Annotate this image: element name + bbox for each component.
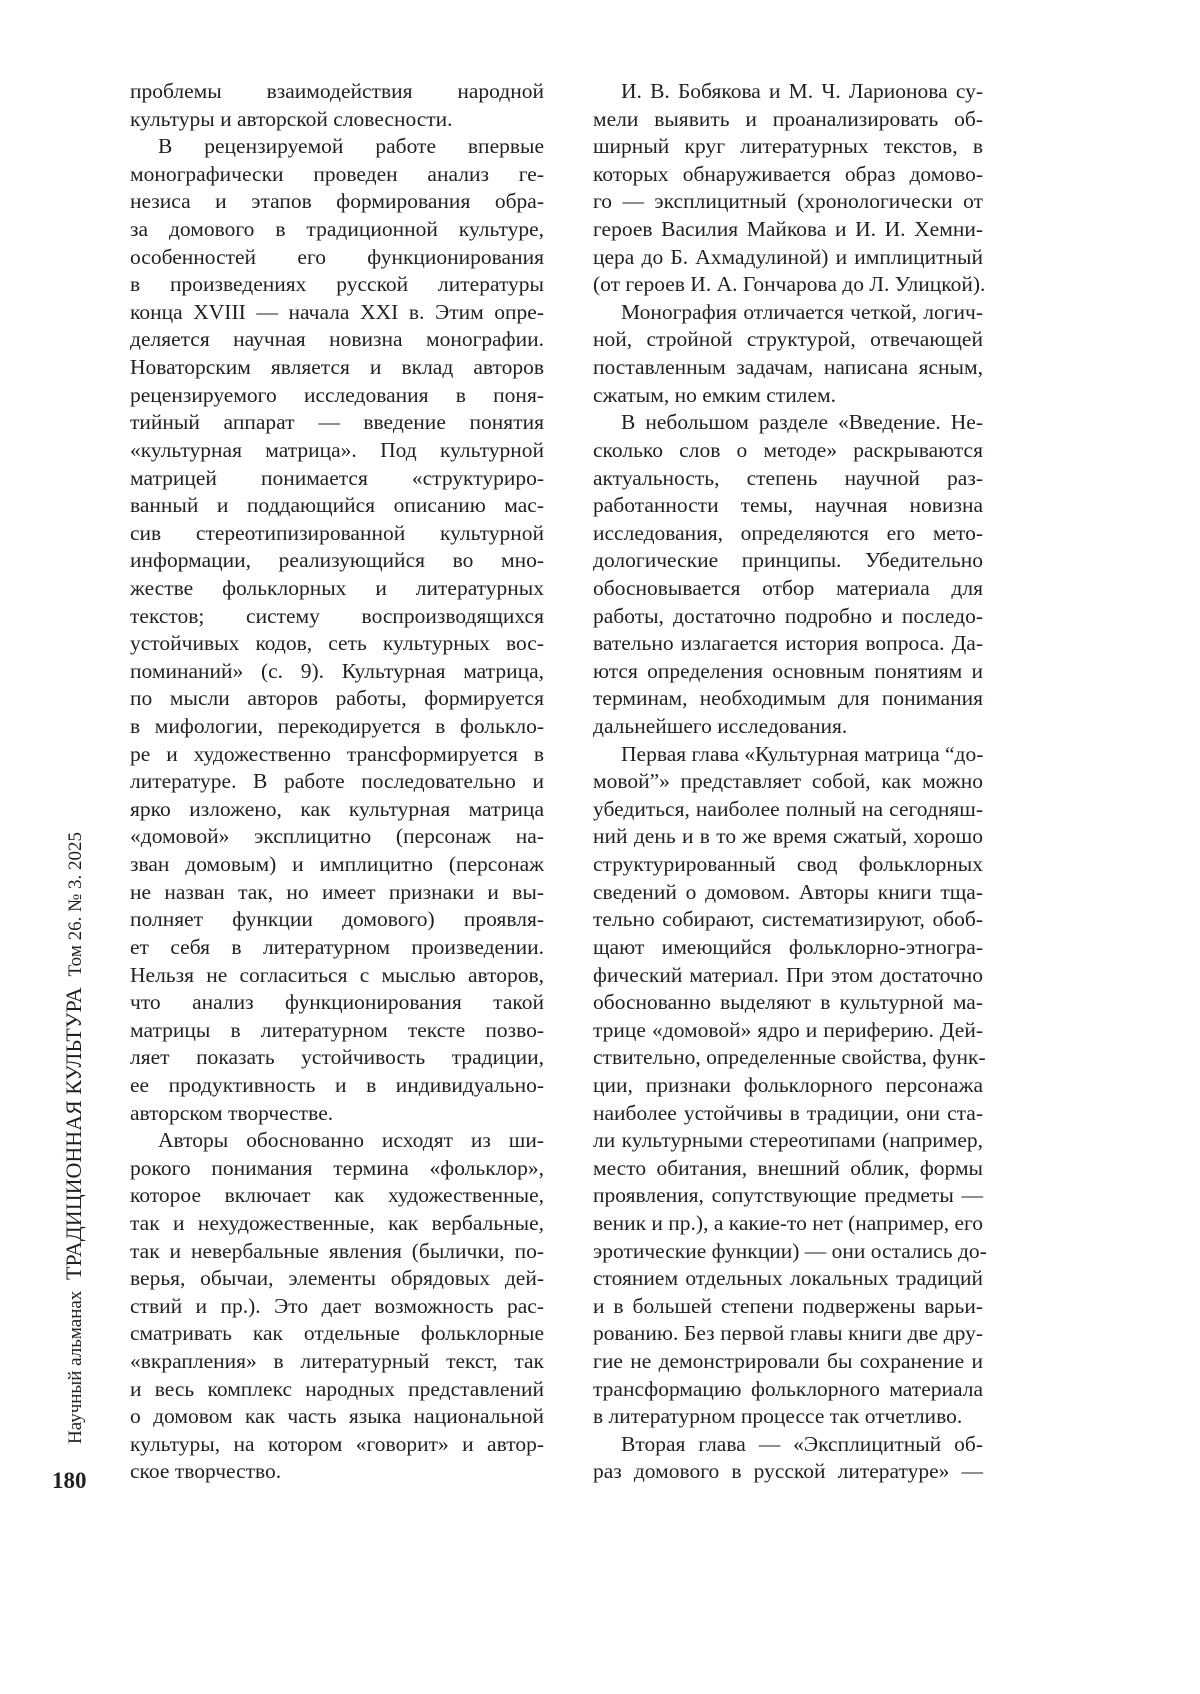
text-column-left — [130, 78, 544, 1486]
text-line: Вторая глава — «Эксплицитный об- — [621, 1431, 983, 1456]
text-line: сведений о домовом. Авторы книги тща- — [593, 879, 983, 904]
text-line: В рецензируемой работе впервые — [158, 134, 544, 159]
text-line: культуры и авторской словесности. — [130, 106, 453, 131]
text-line: дологические принципы. Убедительно — [593, 548, 983, 573]
text-line: ции, признаки фольклорного персонажа — [593, 1072, 983, 1097]
text-line: работанности темы, научная новизна — [593, 493, 983, 518]
text-line: ее продуктивность и в индивидуально- — [130, 1072, 544, 1097]
running-header — [62, 832, 88, 1444]
text-line: в литературном процессе так отчетливо. — [593, 1404, 963, 1429]
text-line: за домового в традиционной культуре, — [130, 217, 544, 242]
text-line: сколько слов о методе» раскрываются — [593, 437, 983, 462]
text-line: в произведениях русской литературы — [130, 272, 544, 297]
text-line: «вкрапления» в литературный текст, так — [130, 1349, 544, 1374]
text-line: веник и пр.), а какие-то нет (например, его — [593, 1210, 984, 1235]
text-line: раз домового в русской литературе» — — [593, 1459, 983, 1484]
text-line: обоснованно выделяют в культурной ма- — [593, 990, 983, 1015]
text-line: эротические функции) — они остались до- — [593, 1238, 987, 1263]
text-line: фический материал. При этом достаточно — [593, 962, 983, 987]
text-line: ширный круг литературных текстов, в — [593, 134, 983, 159]
text-line: работы, достаточно подробно и последо- — [593, 603, 983, 628]
text-line: рованию. Без первой главы книги две дру- — [593, 1321, 983, 1346]
text-line: «культурная матрица». Под культурной — [130, 437, 544, 462]
text-line: не назван так, но имеет признаки и вы- — [130, 879, 544, 904]
text-line: тийный аппарат — введение понятия — [130, 410, 544, 435]
text-line: литературе. В работе последовательно и — [130, 769, 544, 794]
text-line: Новаторским является и вклад авторов — [130, 355, 544, 380]
text-line: ной, стройной структурой, отвечающей — [593, 327, 983, 352]
text-line: дальнейшего исследования. — [593, 714, 848, 739]
text-line: матрицы в литературном тексте позво- — [130, 1017, 544, 1042]
text-line: деляется научная новизна монографии. — [130, 327, 544, 352]
text-line: устойчивых кодов, сеть культурных вос- — [130, 631, 544, 656]
text-line: ляет показать устойчивость традиции, — [130, 1045, 544, 1070]
page-number: 180 — [52, 1468, 87, 1493]
text-line: ет себя в литературном произведении. — [130, 934, 544, 959]
text-line: монографически проведен анализ ге- — [130, 161, 544, 186]
text-line: ре и художественно трансформируется в — [130, 741, 544, 766]
text-line: В небольшом разделе «Введение. Не- — [621, 410, 983, 435]
issue-info: Том 26. № 3. 2025 — [65, 832, 86, 977]
text-line: «домовой» эксплицитно (персонаж на- — [130, 824, 544, 849]
text-line: И. В. Бобякова и М. Ч. Ларионова су- — [621, 79, 983, 103]
text-line: убедиться, наиболее полный на сегодняш- — [593, 796, 983, 821]
text-line: цера до Б. Ахмадулиной) и имплицитный — [593, 244, 983, 269]
text-line: которых обнаруживается образ домово- — [593, 161, 983, 186]
text-line: по мысли авторов работы, формируется — [130, 686, 544, 711]
text-line: структурированный свод фольклорных — [593, 852, 983, 877]
text-line: матрицей понимается «структуриро- — [130, 465, 544, 490]
text-line: трансформацию фольклорного материала — [593, 1376, 983, 1401]
text-line: (от героев И. А. Гончарова до Л. Улицкой). — [593, 272, 986, 297]
text-line: незиса и этапов формирования обра- — [130, 189, 544, 214]
text-line: мовой”» представляет собой, как можно — [593, 769, 983, 794]
text-line: ли культурными стереотипами (например, — [593, 1128, 983, 1153]
text-line: проблемы взаимодействия народной — [130, 79, 544, 103]
text-line: авторском творчестве. — [130, 1100, 334, 1125]
text-line: Авторы обоснованно исходят из ши- — [158, 1128, 544, 1153]
text-line: особенностей его функционирования — [130, 244, 544, 269]
text-line: гие не демонстрировали бы сохранение и — [593, 1349, 983, 1374]
text-line: так и невербальные явления (былички, по- — [130, 1238, 544, 1263]
text-line: ний день и в то же время сжатый, хорошо — [593, 824, 983, 849]
text-line: сжатым, но емким стилем. — [593, 382, 836, 407]
text-line: терминам, необходимым для понимания — [593, 686, 983, 711]
text-line: конца XVIII — начала XXI в. Этим опре- — [130, 299, 544, 324]
text-column-right — [593, 78, 987, 1486]
text-line: наиболее устойчивы в традиции, они ста- — [593, 1100, 983, 1125]
text-line: что анализ функционирования такой — [130, 990, 544, 1015]
text-line: так и нехудожественные, как вербальные, — [130, 1210, 544, 1235]
text-line: место обитания, внешний облик, формы — [593, 1155, 983, 1180]
text-line: поставленным задачам, написана ясным, — [593, 355, 983, 380]
text-line: обосновывается отбор материала для — [593, 575, 983, 600]
text-line: мели выявить и проанализировать об- — [593, 106, 983, 131]
text-line: Нельзя не согласиться с мыслью авторов, — [130, 962, 544, 987]
text-line: и весь комплекс народных представлений — [130, 1376, 544, 1401]
text-line: трице «домовой» ядро и периферию. Дей- — [593, 1017, 983, 1042]
text-line: которое включает как художественные, — [130, 1183, 544, 1208]
text-line: сив стереотипизированной культурной — [130, 520, 544, 545]
journal-title: ТРАДИЦИОННАЯ КУЛЬТУРА — [61, 987, 86, 1280]
text-line: о домовом как часть языка национальной — [130, 1404, 544, 1429]
text-line: жестве фольклорных и литературных — [130, 575, 544, 600]
text-line: актуальность, степень научной раз- — [593, 465, 983, 490]
text-line: верья, обычаи, элементы обрядовых дей- — [130, 1266, 544, 1291]
text-line: информации, реализующийся во мно- — [130, 548, 544, 573]
almanac-label: Научный альманах — [65, 1290, 86, 1444]
text-line: Первая глава «Культурная матрица “до- — [621, 741, 984, 766]
text-line: го — эксплицитный (хронологически от — [593, 189, 983, 214]
text-line: ярко изложено, как культурная матрица — [130, 796, 544, 821]
text-line: поминаний» (с. 9). Культурная матрица, — [130, 658, 544, 683]
text-line: полняет функции домового) проявля- — [130, 907, 544, 932]
text-line: ванный и поддающийся описанию мас- — [130, 493, 544, 518]
text-line: героев Василия Майкова и И. И. Хемни- — [593, 217, 983, 242]
text-line: ствительно, определенные свойства, функ- — [593, 1045, 986, 1070]
text-line: проявления, сопутствующие предметы — — [593, 1183, 983, 1208]
text-line: вательно излагается история вопроса. Да- — [593, 631, 983, 656]
text-line: ское творчество. — [130, 1459, 282, 1484]
text-line: тельно собирают, систематизируют, обоб- — [593, 907, 983, 932]
text-line: Монография отличается четкой, логич- — [621, 299, 983, 324]
text-line: зван домовым) и имплицитно (персонаж — [130, 852, 544, 877]
text-line: сматривать как отдельные фольклорные — [130, 1321, 544, 1346]
text-line: рокого понимания термина «фольклор», — [130, 1155, 544, 1180]
text-line: ствий и пр.). Это дает возможность рас- — [130, 1293, 544, 1318]
text-line: стоянием отдельных локальных традиций — [593, 1266, 983, 1291]
text-line: ются определения основным понятиям и — [593, 658, 983, 683]
text-line: рецензируемого исследования в поня- — [130, 382, 544, 407]
text-line: и в большей степени подвержены варьи- — [593, 1293, 983, 1318]
text-line: в мифологии, перекодируется в фолькло- — [130, 714, 544, 739]
text-line: текстов; систему воспроизводящихся — [130, 603, 544, 628]
text-line: культуры, на котором «говорит» и автор- — [130, 1431, 544, 1456]
text-line: исследования, определяются его мето- — [593, 520, 983, 545]
text-line: щают имеющийся фольклорно-этногра- — [593, 934, 983, 959]
